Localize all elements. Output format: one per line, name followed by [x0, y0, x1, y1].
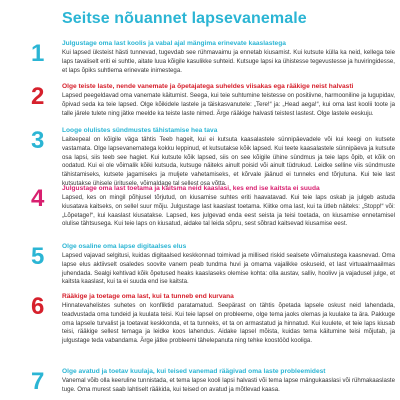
tip-body: Vanemal võib olla keeruline tunnistada, et tema lapse kooli lapsi halvasti või tema lapse mängukaaslasi või rühmakaaslaste tuge. Oma murest saab lahtiselt rääkida, kui teised on avatud ja mõtlevad kaasa. [62, 377, 395, 393]
tip-heading: Rääkige ja toetage oma last, kui ta tunneb end kurvana [62, 293, 234, 300]
tip-body: Laiteepeal on kõigile väga tähtis Teeb hageit, kui ei kutsuta kaasalastele sünnipäevadele või kui keegi on kutsete vastamata. Olge lapsevanematega kokku leppinud, et kutsutakse kõik lapsed. Kui teete kaasalastele sünnipäeva ja kutsute osa lapsi, siis teeb see hagiet. Kui kutsute kõik lapsed, siis on see kõigile ühine sündmus ja teie laps õpib, et kõik on oodatud. Kui ei ole võimalik kõiki kutsuda, kutsuge näiteks ainult poisid või ainult tüdrukud. Leidke selline viis sündmuste tähistamiseks, kutsete jagamiseks ja muljete vahetamiseks, et kõrvale jäänud ei tunneks end tõrjutuna. Kui teie last kutsutakse ühisele üritusele, võimaldage tal sellest osa võtta. [62, 136, 395, 187]
tip-heading: Olge osaline oma lapse digitaalses elus [62, 243, 187, 250]
tip-body: Lapsed, kes on mingil põhjusel tõrjutud, on kiusamise suhtes eriti haavatavad. Kui teie laps oskab ja julgeb astuda kiusatava kaitseks, on sellel suur mõju. Julgustage last kaaslast toetama. Kiitke oma last, kui ta ütleb näiteks: „Stopp!“ või: „Lõpetage!“, kui kaaslast kiusatakse. Lapsed, kes julgevad enda eest seista ja teisi toetada, on kiusamise ennetamisel olulise tähtsusega. Kui teie laps on kiusatud, aidake tal leida sõpru, sest sõbrad kaitsevad kiusamise eest. [62, 194, 395, 228]
tip-heading: Julgustage oma last koolis ja vabal ajal mängima erinevate kaaslastega [62, 40, 286, 47]
tip-number: 7 [31, 368, 45, 395]
tip-heading: Looge olulistes sündmustes tähistamise hea tava [62, 127, 218, 134]
tip-body: Kui lapsed üksteist hästi tunnevad, tugevdab see rühmavaimu ja ennetab kiusamist. Kui kutsute külla ka neid, kellega teie laps tavaliselt eriti ei suhtle, aitate luua kõigile kasulikke suhteid. Kutsuge lapsi ka ühistesse tegevustesse ja huviringidesse, et laps õpiks suhtlema erinevate inimestega. [62, 49, 395, 74]
tip-heading: Olge teiste laste, nende vanemate ja õpetajatega suheldes viisakas ega rääkige neist halvasti [62, 83, 354, 90]
tip-body: Hinnatevahelistes suhetes on konfliktid paratamatud. Seepärast on tähtis õpetada lapsele oskust neid lahendada, teadvustada oma tundeid ja kuulata teisi. Kui teie lapsel on probleeme, olge tema jaoks olemas ja kuulake ta ära. Pakkuge oma lapsele turvalist ja toetavat keskkonda, et ta tunneks, et ta on armastatud ja hinnatud. Kui kuulete, et teie laps kiusab teisi, rääkige sellest temaga ja leidke koos lahendus. Aidake lapsel mõista, kuidas tema käitumine teisi mõjutab, ja julgustage teda vabandama. Ärge jätke probleemi tähelepanuta ning tehke koostööd kooliga. [62, 302, 395, 344]
tip-number: 2 [31, 83, 45, 110]
tip-number: 4 [31, 185, 45, 212]
tip-body: Lapsed vajavad selgitusi, kuidas digitaalsed keskkonnad toimivad ja millised riskid sealsete võimalustega kaasnevad. Oma lapse elus aktiivselt osaledes soovite vanem peab tundma huvi ja omama vajalikke oskuseid, et last virtuaalmaailmas juhendada. Sealgi kehtivad kõik õpetused heaks kaaslaseks olemise kohta: olla austav, salliv, hoolivv ja vajadusel julge, et kaitsta kaaslast, kui ta ei suuda end ise kaitsta. [62, 252, 395, 286]
page-title: Seitse nõuannet lapsevanemale [62, 10, 307, 27]
tip-number: 6 [31, 293, 45, 320]
tip-number: 1 [31, 40, 45, 67]
tip-body: Lapsed peegeldavad oma vanemate käitumist. Seega, kui teie suhtumine teistesse on positiivne, harmooniline ja lugupidav, õpivad seda ka teie lapsed. Olge kõikidele lastele ja täiskasvanutele: „Tere!“ ja: „Head aega!“, kui oma last koolii toote ja talle järele tulete ning jätke meelde ka teiste laste nimed. Ärge rääkige halvasti teistest lastest. Olge lastele eeskuju. [62, 92, 395, 117]
tip-heading: Julgustage oma last toetama ja kaitsma neid kaaslasi, kes end ise kaitsta ei suuda [62, 185, 320, 192]
tip-number: 5 [31, 243, 45, 270]
tip-number: 3 [31, 127, 45, 154]
tip-heading: Olge avatud ja toetav kuulaja, kui teised vanemad räägivad oma laste probleemidest [62, 368, 326, 375]
